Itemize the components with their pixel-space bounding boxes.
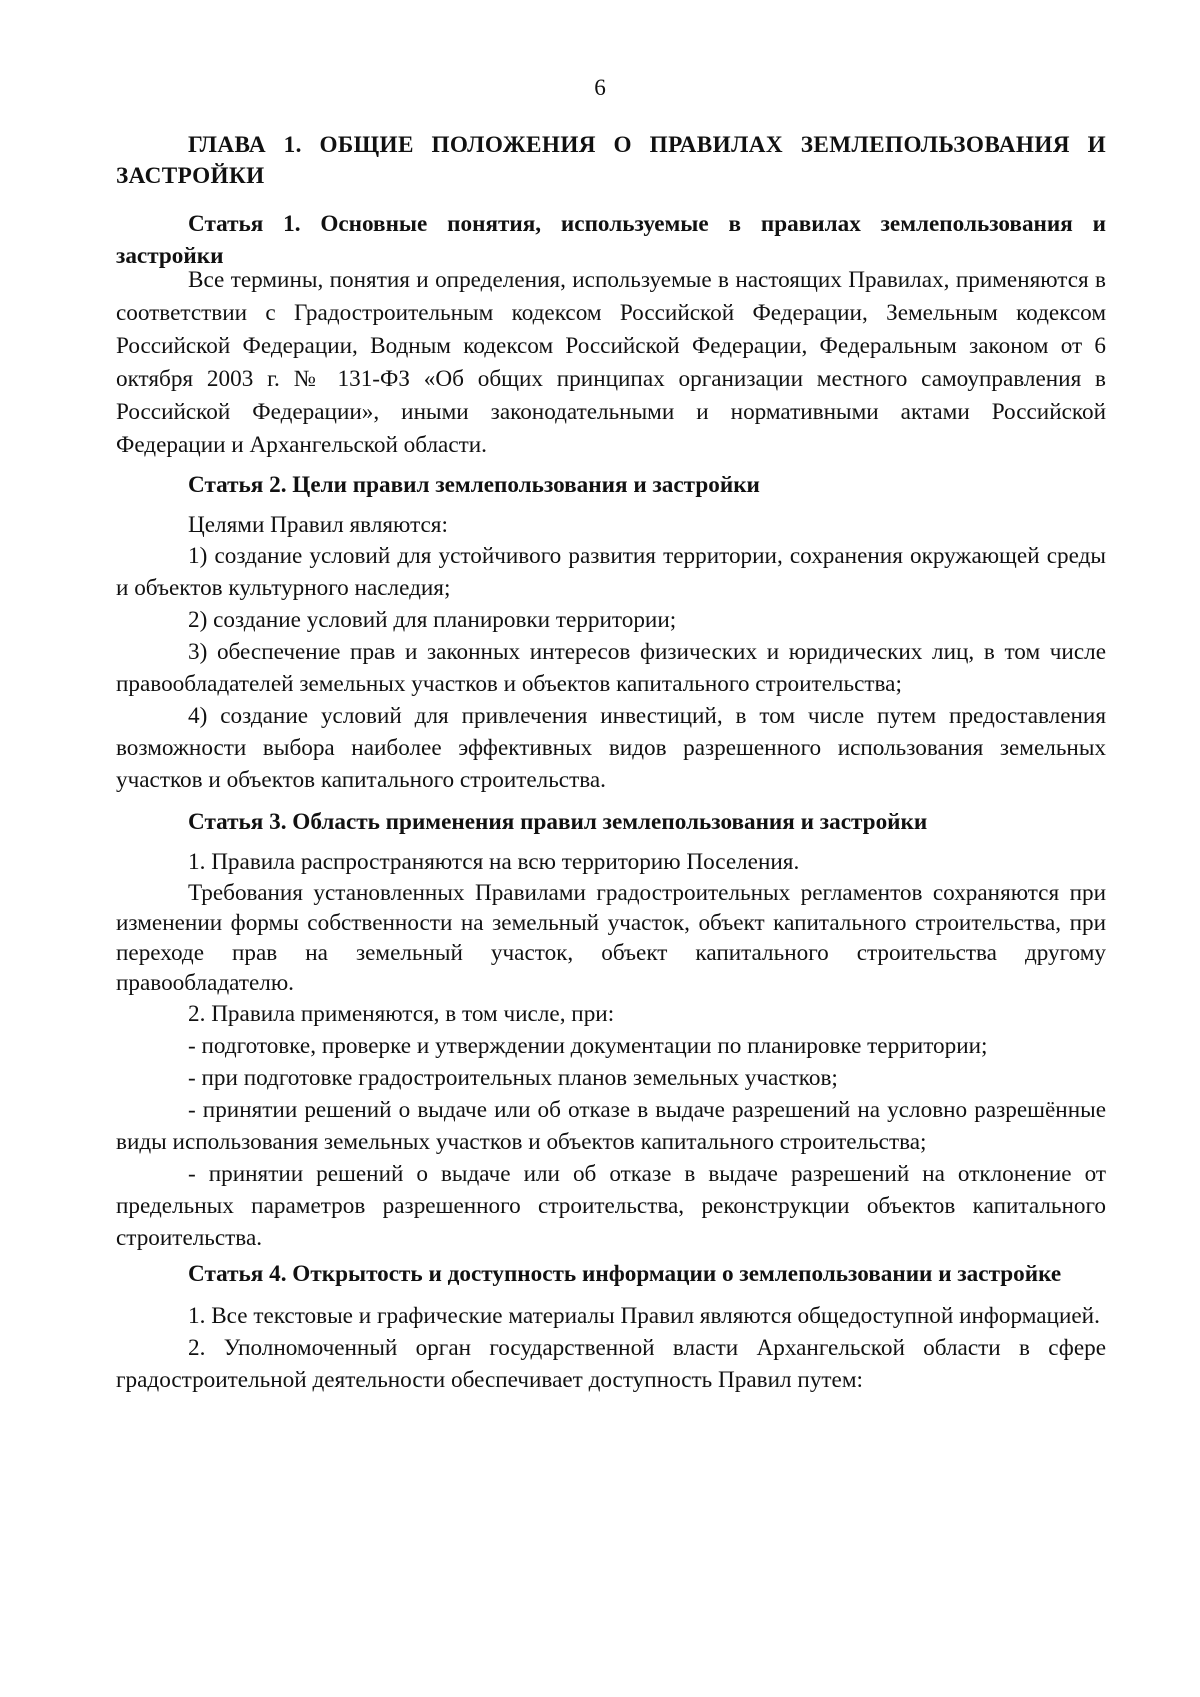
- article-4-paragraph-1: 1. Все текстовые и графические материалы Правил являются общедоступной информацией.: [188, 1303, 1100, 1329]
- article-3-paragraph-1: 1. Правила распространяются на всю территорию Поселения.: [188, 849, 800, 875]
- article-2-paragraph-3: 2) создание условий для планировки территории;: [188, 607, 677, 633]
- article-4-body: [116, 1300, 1106, 1396]
- article-3-paragraph-4: - подготовке, проверке и утверждении документации по планировке территории;: [188, 1033, 988, 1059]
- article-1-title: Статья 1. Основные понятия, используемые в правилах землепользования и застройки: [116, 211, 1106, 269]
- article-3-paragraph-2: Требования установленных Правилами градостроительных регламентов сохраняются при изменении формы собственности на земельный участок, объект капитального строительства, при переходе прав на земельный участок, объект капитального строительства другому правообладателю.: [116, 880, 1106, 996]
- page-number: 6: [594, 75, 606, 101]
- article-4-paragraph-2: 2. Уполномоченный орган государственной власти Архангельской области в сфере градостроительной деятельности обеспечивает доступность Правил путем:: [116, 1335, 1106, 1393]
- article-2-paragraph-2: 1) создание условий для устойчивого развития территории, сохранения окружающей среды и объектов культурного наследия;: [116, 543, 1106, 601]
- article-4-title: Статья 4. Открытость и доступность информации о землепользовании и застройке: [188, 1261, 1062, 1287]
- article-1-paragraph-1: Все термины, понятия и определения, используемые в настоящих Правилах, применяются в соответствии с Градостроительным кодексом Российской Федерации, Земельным кодексом Российской Федерации, Водным кодексом Российской Федерации, Федеральным законом от 6 октября 2003 г. № 131-ФЗ «Об общих принципах организации местного самоуправления в Российской Федерации», иными законодательными и нормативными актами Российской Федерации и Архангельской области.: [116, 267, 1106, 458]
- article-1-body: [116, 264, 1106, 462]
- article-3-paragraph-6: - принятии решений о выдаче или об отказе в выдаче разрешений на условно разрешённые виды использования земельных участков и объектов капитального строительства;: [116, 1097, 1106, 1155]
- article-3-paragraph-5: - при подготовке градостроительных планов земельных участков;: [188, 1065, 838, 1091]
- article-2-title: Статья 2. Цели правил землепользования и застройки: [188, 472, 760, 498]
- article-2-paragraph-4: 3) обеспечение прав и законных интересов физических и юридических лиц, в том числе правообладателей земельных участков и объектов капитального строительства;: [116, 639, 1106, 697]
- article-3-title: Статья 3. Область применения правил землепользования и застройки: [188, 809, 928, 835]
- article-3-body: [116, 846, 1106, 1254]
- article-2-body: [116, 510, 1106, 796]
- article-2-paragraph-1: Целями Правил являются:: [188, 512, 448, 538]
- article-3-paragraph-7: - принятии решений о выдаче или об отказе в выдаче разрешений на отклонение от предельных параметров разрешенного строительства, реконструкции объектов капитального строительства.: [116, 1161, 1106, 1251]
- chapter-title: ГЛАВА 1. ОБЩИЕ ПОЛОЖЕНИЯ О ПРАВИЛАХ ЗЕМЛЕПОЛЬЗОВАНИЯ И ЗАСТРОЙКИ: [116, 132, 1106, 189]
- article-3-paragraph-3: 2. Правила применяются, в том числе, при:: [188, 1001, 615, 1027]
- article-2-paragraph-5: 4) создание условий для привлечения инвестиций, в том числе путем предоставления возможности выбора наиболее эффективных видов разрешенного использования земельных участков и объектов капитального строительства.: [116, 703, 1106, 793]
